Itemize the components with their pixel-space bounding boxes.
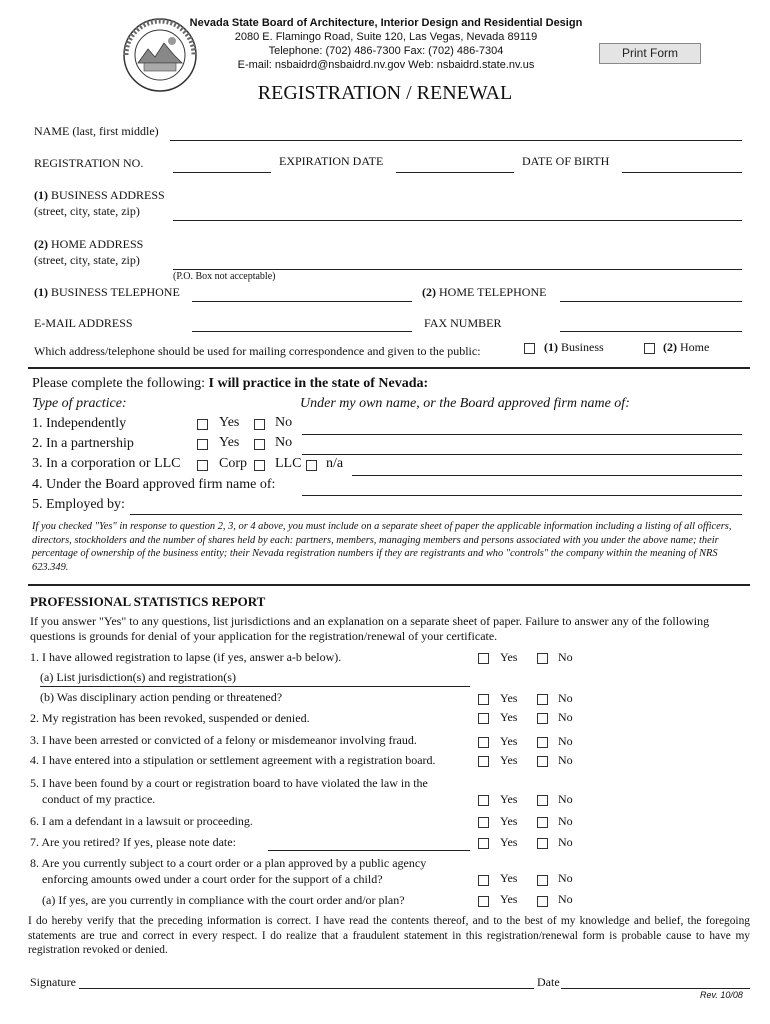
date-field[interactable] [561,988,750,989]
stats-q8-no-checkbox[interactable] [537,875,548,886]
stats-q3-label: 3. I have been arrested or convicted of a felony or misdemeanor involving fraud. [30,733,417,747]
stats-q4-no-checkbox[interactable] [537,756,548,767]
practice-q5-employer-field[interactable] [130,514,742,515]
practice-q3-na-checkbox[interactable] [306,460,317,471]
stats-q5-no-checkbox[interactable] [537,795,548,806]
business-address-label [34,188,165,202]
business-telephone-field[interactable] [192,301,412,302]
stats-q7-no-label: No [558,835,573,849]
stats-q8-label-line2: enforcing amounts owed under a court order for the support of a child? [42,872,383,886]
business-address-sub: (street, city, state, zip) [34,204,140,218]
practice-q2-yes-checkbox[interactable] [197,439,208,450]
stats-q6-no-checkbox[interactable] [537,817,548,828]
stats-q5-label-line1: 5. I have been found by a court or registration board to have violated the law in the [30,776,428,790]
stats-q1a-field[interactable] [40,686,470,687]
home-address-num: (2) [34,237,48,251]
stats-q8a-no-label: No [558,892,573,906]
stats-q6-yes-label: Yes [500,814,518,828]
stats-q6-label: 6. I am a defendant in a lawsuit or proceeding. [30,814,253,828]
mailing-home-label [663,340,709,354]
business-telephone-text: BUSINESS TELEPHONE [48,285,180,299]
stats-q7-date-field[interactable] [268,850,470,851]
stats-q8a-yes-checkbox[interactable] [478,896,489,907]
stats-q1-yes-checkbox[interactable] [478,653,489,664]
stats-q1a-label: (a) List jurisdiction(s) and registration(s) [40,670,236,684]
board-address: 2080 E. Flamingo Road, Suite 120, Las Vegas, Nevada 89119 [234,31,538,43]
stats-q4-no-label: No [558,753,573,767]
stats-q7-no-checkbox[interactable] [537,838,548,849]
stats-q8-yes-label: Yes [500,871,518,885]
practice-q2-label: 2. In a partnership [32,436,134,451]
stats-q1b-yes-label: Yes [500,691,518,705]
form-title: REGISTRATION / RENEWAL [257,82,513,104]
practice-q3-corp-label: Corp [219,456,247,471]
home-telephone-label [422,285,546,299]
practice-q2-no-checkbox[interactable] [254,439,265,450]
registration-no-label: REGISTRATION NO. [34,156,144,170]
business-address-num: (1) [34,188,48,202]
date-label: Date [537,975,560,989]
practice-q3-corp-checkbox[interactable] [197,460,208,471]
home-telephone-field[interactable] [560,301,742,302]
home-address-text: HOME ADDRESS [48,237,144,251]
section-divider-2 [28,584,750,586]
stats-q1-no-label: No [558,650,573,664]
mailing-business-text: Business [558,340,604,354]
practice-q2-name-field[interactable] [302,454,742,455]
stats-q6-yes-checkbox[interactable] [478,817,489,828]
stats-q5-yes-label: Yes [500,792,518,806]
practice-q3-llc-label: LLC [275,456,302,471]
board-name: Nevada State Board of Architecture, Interior Design and Residential Design [189,17,583,29]
stats-q3-yes-checkbox[interactable] [478,737,489,748]
name-field[interactable] [170,140,742,141]
signature-field[interactable] [79,988,534,989]
practice-q1-no-checkbox[interactable] [254,419,265,430]
practice-intro-bold: I will practice in the state of Nevada: [208,376,429,391]
stats-q2-no-label: No [558,710,573,724]
practice-type-label: Type of practice: [32,396,127,411]
stats-q4-yes-checkbox[interactable] [478,756,489,767]
stats-q1b-label: (b) Was disciplinary action pending or threatened? [40,690,283,704]
stats-q4-label: 4. I have entered into a stipulation or settlement agreement with a registration board. [30,753,436,767]
stats-q5-yes-checkbox[interactable] [478,795,489,806]
signature-label: Signature [30,975,76,989]
section-divider-1 [28,367,750,369]
home-address-sub: (street, city, state, zip) [34,253,140,267]
board-phone-fax: Telephone: (702) 486-7300 Fax: (702) 486-7304 [268,45,504,57]
practice-q3-name-field[interactable] [352,475,742,476]
print-form-button[interactable]: Print Form [599,43,701,64]
stats-q4-yes-label: Yes [500,753,518,767]
mailing-home-text: Home [677,340,710,354]
stats-q2-yes-checkbox[interactable] [478,713,489,724]
po-box-note: (P.O. Box not acceptable) [173,271,276,282]
stats-q1b-no-checkbox[interactable] [537,694,548,705]
business-telephone-num: (1) [34,285,48,299]
practice-q1-yes-label: Yes [219,415,240,430]
stats-q5-label-line2: conduct of my practice. [42,792,156,806]
practice-q4-label: 4. Under the Board approved firm name of: [32,477,276,492]
stats-q1-label: 1. I have allowed registration to lapse (if yes, answer a-b below). [30,650,342,664]
stats-q3-no-label: No [558,734,573,748]
stats-q3-yes-label: Yes [500,734,518,748]
stats-q1-yes-label: Yes [500,650,518,664]
verification-statement: I do hereby verify that the preceding information is correct. I have read the contents thereof, and to the best of my knowledge and belief, the foregoing statements are true and correct in every respect. I do realize that a fraudulent statement in this registration/renewal form is probable cause to have my registration revoked or denied. [28,915,750,956]
mailing-home-checkbox[interactable] [644,343,655,354]
home-address-label [34,237,143,251]
practice-q1-name-field[interactable] [302,434,742,435]
date-of-birth-field[interactable] [622,172,742,173]
revision-label: Rev. 10/08 [700,990,743,1000]
board-email-web: E-mail: nsbaidrd@nsbaidrd.nv.gov Web: nsbaidrd.state.nv.us [237,59,535,71]
stats-q6-no-label: No [558,814,573,828]
fax-field[interactable] [560,331,742,332]
practice-intro-text: Please complete the following: [32,376,209,391]
stats-q8-no-label: No [558,871,573,885]
email-field[interactable] [192,331,412,332]
mailing-business-label [544,340,604,354]
business-telephone-label [34,285,180,299]
practice-name-label: Under my own name, or the Board approved firm name of: [300,396,630,411]
home-address-field[interactable] [173,269,742,270]
stats-q8a-yes-label: Yes [500,892,518,906]
practice-q3-llc-checkbox[interactable] [254,460,265,471]
mailing-business-checkbox[interactable] [524,343,535,354]
expiration-date-label: EXPIRATION DATE [279,154,384,168]
practice-q1-yes-checkbox[interactable] [197,419,208,430]
stats-q2-yes-label: Yes [500,710,518,724]
expiration-date-field[interactable] [396,172,514,173]
stats-q8a-no-checkbox[interactable] [537,896,548,907]
registration-no-field[interactable] [173,172,271,173]
stats-q5-no-label: No [558,792,573,806]
practice-q3-label: 3. In a corporation or LLC [32,456,181,471]
fax-label: FAX NUMBER [424,316,502,330]
practice-q1-label: 1. Independently [32,416,127,431]
home-telephone-num: (2) [422,285,436,299]
stats-title: PROFESSIONAL STATISTICS REPORT [30,594,266,609]
practice-q2-no-label: No [275,435,293,450]
home-telephone-text: HOME TELEPHONE [436,285,547,299]
mailing-home-num: (2) [663,340,677,354]
email-label: E-MAIL ADDRESS [34,316,133,330]
stats-q7-label: 7. Are you retired? If yes, please note date: [30,835,236,849]
practice-q2-yes-label: Yes [219,435,240,450]
practice-q3-na-label: n/a [326,456,344,471]
practice-q4-name-field[interactable] [302,495,742,496]
stats-q8-label-line1: 8. Are you currently subject to a court order or a plan approved by a public agency [30,856,427,870]
stats-q7-yes-label: Yes [500,835,518,849]
practice-q1-no-label: No [275,415,293,430]
stats-q3-no-checkbox[interactable] [537,737,548,748]
stats-q1-no-checkbox[interactable] [537,653,548,664]
stats-q1b-yes-checkbox[interactable] [478,694,489,705]
stats-q2-label: 2. My registration has been revoked, suspended or denied. [30,711,310,725]
practice-q5-label: 5. Employed by: [32,497,125,512]
practice-note: If you checked "Yes" in response to question 2, 3, or 4 above, you must include on a separate sheet of paper the applicable information including a listing of all officers, directors, stockholders and the number of shares held by each: partners, members, managing members and persons associated with you under the above name; their percentage of ownership of the business entity; their Nevada registration numbers if they are registrants and who "controls" the company within the meaning of NRS 623.349. [32,521,732,573]
date-of-birth-label: DATE OF BIRTH [522,154,610,168]
stats-q7-yes-checkbox[interactable] [478,838,489,849]
mailing-question: Which address/telephone should be used for mailing correspondence and given to the public: [34,344,481,358]
business-address-text: BUSINESS ADDRESS [48,188,165,202]
stats-q1b-no-label: No [558,691,573,705]
stats-intro: If you answer "Yes" to any questions, list jurisdictions and an explanation on a separate sheet of paper. Failure to answer any of the following questions is grounds for denial of your application for the registration/renewal of your certificate. [30,614,710,643]
mailing-business-num: (1) [544,340,558,354]
stats-q2-no-checkbox[interactable] [537,713,548,724]
stats-q8-yes-checkbox[interactable] [478,875,489,886]
business-address-field[interactable] [173,220,742,221]
stats-q8a-label: (a) If yes, are you currently in compliance with the court order and/or plan? [42,893,405,907]
practice-intro [32,376,428,392]
name-label: NAME (last, first middle) [34,124,159,138]
